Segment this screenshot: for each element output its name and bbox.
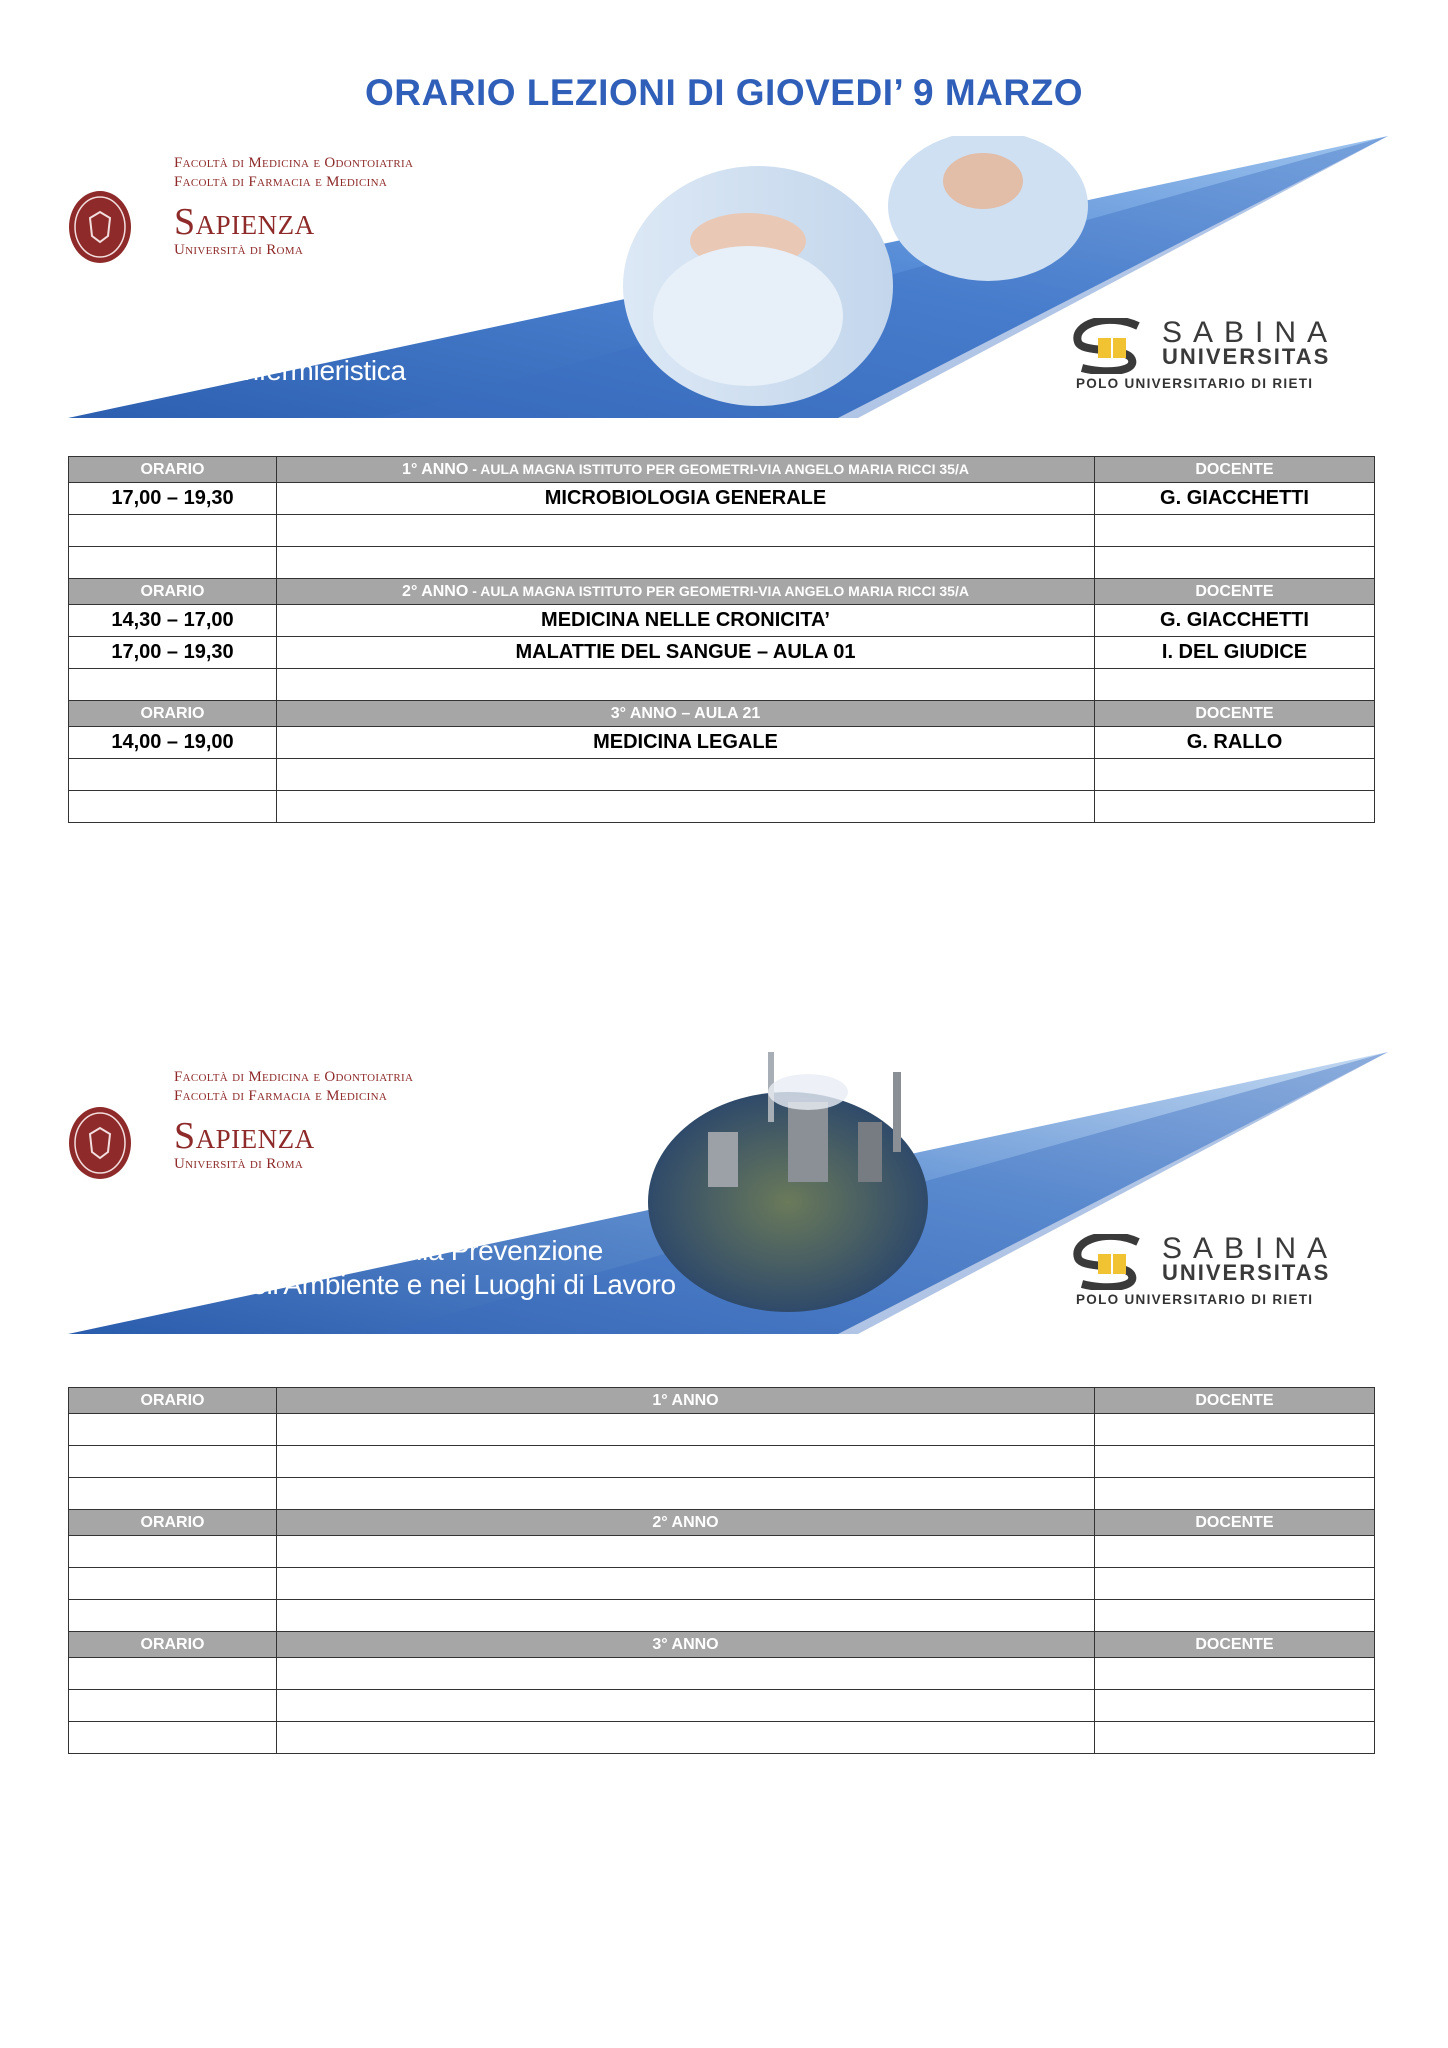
header-course-location: - AULA MAGNA ISTITUTO PER GEOMETRI-VIA ANGELO MARIA RICCI 35/A: [468, 582, 969, 599]
header-time: ORARIO: [69, 1510, 277, 1536]
course-name-line-1: Tecniche della Prevenzione: [270, 1235, 604, 1266]
cell-course: [277, 547, 1095, 579]
cell-course: [277, 1478, 1095, 1510]
sapienza-seal-icon: [68, 190, 132, 264]
sabina-book-icon: [1068, 318, 1154, 374]
cell-time: 14,30 – 17,00: [69, 605, 277, 637]
cell-time: [69, 791, 277, 823]
header-teacher: DOCENTE: [1095, 1632, 1375, 1658]
table-row: [69, 791, 1375, 823]
course-name-line-2: nell'Ambiente e nei Luoghi di Lavoro: [236, 1269, 676, 1300]
sabina-universitas-logo: [1068, 314, 1368, 394]
cell-time: [69, 1414, 277, 1446]
cell-course: [277, 1600, 1095, 1632]
cell-course: [277, 1690, 1095, 1722]
table-row: [69, 1722, 1375, 1754]
university-subtitle: Università di Roma: [174, 242, 304, 258]
cell-course: MICROBIOLOGIA GENERALE: [277, 483, 1095, 515]
faculty-names: [174, 154, 413, 192]
section-header: [69, 1388, 1375, 1414]
schedule-table-infermieristica: [68, 456, 1375, 823]
cell-course: [277, 1446, 1095, 1478]
cell-course: [277, 1414, 1095, 1446]
cell-course: [277, 759, 1095, 791]
course-name: [236, 354, 406, 388]
cell-time: [69, 547, 277, 579]
cell-time: 17,00 – 19,30: [69, 637, 277, 669]
header-teacher: DOCENTE: [1095, 701, 1375, 727]
header-time: ORARIO: [69, 1632, 277, 1658]
table-row: [69, 637, 1375, 669]
banner-infermieristica: [68, 136, 1388, 418]
cell-teacher: [1095, 1478, 1375, 1510]
cell-time: [69, 1690, 277, 1722]
header-teacher: DOCENTE: [1095, 457, 1375, 483]
partner-subtitle: POLO UNIVERSITARIO DI RIETI: [1076, 1292, 1314, 1307]
cell-teacher: [1095, 759, 1375, 791]
section-header: [69, 1632, 1375, 1658]
table-row: [69, 1690, 1375, 1722]
faculty-line-1: Facoltà di Medicina e Odontoiatria: [174, 1069, 414, 1085]
sapienza-seal-icon: [68, 1106, 132, 1180]
sabina-book-icon: [1068, 1234, 1154, 1290]
header-course: [277, 457, 1095, 483]
partner-subtitle: POLO UNIVERSITARIO DI RIETI: [1076, 376, 1314, 391]
header-course-location: - AULA MAGNA ISTITUTO PER GEOMETRI-VIA ANGELO MARIA RICCI 35/A: [468, 460, 969, 477]
header-course: [277, 579, 1095, 605]
cell-time: [69, 515, 277, 547]
cell-course: MEDICINA NELLE CRONICITA’: [277, 605, 1095, 637]
header-teacher: DOCENTE: [1095, 1388, 1375, 1414]
sabina-universitas-logo: [1068, 1230, 1368, 1310]
header-teacher: DOCENTE: [1095, 579, 1375, 605]
header-teacher: DOCENTE: [1095, 1510, 1375, 1536]
header-course: 1° ANNO: [277, 1388, 1095, 1414]
table-row: [69, 605, 1375, 637]
partner-name: SABINA: [1162, 1232, 1339, 1265]
faculty-line-2: Facoltà di Farmacia e Medicina: [174, 1088, 388, 1104]
cell-teacher: [1095, 1446, 1375, 1478]
cell-course: [277, 669, 1095, 701]
table-row: [69, 669, 1375, 701]
table-row: [69, 1414, 1375, 1446]
cell-time: [69, 1658, 277, 1690]
cell-teacher: [1095, 515, 1375, 547]
cell-teacher: [1095, 1600, 1375, 1632]
partner-name-2: UNIVERSITAS: [1162, 344, 1331, 369]
cell-course: [277, 1568, 1095, 1600]
table-row: [69, 1658, 1375, 1690]
header-time: ORARIO: [69, 701, 277, 727]
header-time: ORARIO: [69, 457, 277, 483]
course-name-line-1: Infermieristica: [236, 355, 406, 386]
section-header: [69, 457, 1375, 483]
table-row: [69, 515, 1375, 547]
header-course-year: 3° ANNO – AULA 21: [610, 704, 761, 722]
schedule-table-prevenzione: [68, 1387, 1375, 1754]
header-course: [277, 701, 1095, 727]
cell-course: [277, 1536, 1095, 1568]
cell-course: MALATTIE DEL SANGUE – AULA 01: [277, 637, 1095, 669]
table-row: [69, 727, 1375, 759]
faculty-names: [174, 1068, 413, 1106]
header-course-year: 1° ANNO: [402, 460, 469, 478]
cell-teacher: [1095, 1414, 1375, 1446]
university-name: Sapienza: [174, 201, 315, 243]
course-name: [236, 1234, 676, 1302]
cell-course: MEDICINA LEGALE: [277, 727, 1095, 759]
table-row: [69, 1600, 1375, 1632]
cell-teacher: [1095, 791, 1375, 823]
faculty-line-2: Facoltà di Farmacia e Medicina: [174, 174, 388, 190]
cell-teacher: [1095, 669, 1375, 701]
cell-teacher: [1095, 1568, 1375, 1600]
cell-time: 14,00 – 19,00: [69, 727, 277, 759]
cell-course: [277, 791, 1095, 823]
cell-teacher: [1095, 1690, 1375, 1722]
cell-course: [277, 515, 1095, 547]
table-row: [69, 759, 1375, 791]
cell-teacher: G. GIACCHETTI: [1095, 483, 1375, 515]
table-row: [69, 547, 1375, 579]
cell-teacher: [1095, 1536, 1375, 1568]
cell-teacher: [1095, 1722, 1375, 1754]
cell-teacher: G. GIACCHETTI: [1095, 605, 1375, 637]
partner-name: SABINA: [1162, 316, 1339, 349]
header-course-year: 2° ANNO: [402, 582, 469, 600]
section-header: [69, 579, 1375, 605]
cell-teacher: G. RALLO: [1095, 727, 1375, 759]
banner-prevenzione: [68, 1052, 1388, 1334]
table-row: [69, 1536, 1375, 1568]
page-title: ORARIO LEZIONI DI GIOVEDI’ 9 MARZO: [365, 72, 1083, 113]
header-time: ORARIO: [69, 579, 277, 605]
table-row: [69, 1446, 1375, 1478]
cell-time: [69, 759, 277, 791]
header-time: ORARIO: [69, 1388, 277, 1414]
cell-course: [277, 1658, 1095, 1690]
header-course: 3° ANNO: [277, 1632, 1095, 1658]
cell-time: [69, 1478, 277, 1510]
table-row: [69, 483, 1375, 515]
cell-teacher: I. DEL GIUDICE: [1095, 637, 1375, 669]
section-header: [69, 1510, 1375, 1536]
cell-time: [69, 1446, 277, 1478]
cell-time: 17,00 – 19,30: [69, 483, 277, 515]
cell-course: [277, 1722, 1095, 1754]
university-subtitle: Università di Roma: [174, 1156, 304, 1172]
header-course: 2° ANNO: [277, 1510, 1095, 1536]
cell-time: [69, 1536, 277, 1568]
faculty-line-1: Facoltà di Medicina e Odontoiatria: [174, 155, 414, 171]
cell-time: [69, 1568, 277, 1600]
cell-teacher: [1095, 547, 1375, 579]
cell-time: [69, 1722, 277, 1754]
table-row: [69, 1478, 1375, 1510]
partner-name-2: UNIVERSITAS: [1162, 1260, 1331, 1285]
cell-time: [69, 1600, 277, 1632]
table-row: [69, 1568, 1375, 1600]
section-header: [69, 701, 1375, 727]
cell-teacher: [1095, 1658, 1375, 1690]
cell-time: [69, 669, 277, 701]
university-name: Sapienza: [174, 1115, 315, 1157]
